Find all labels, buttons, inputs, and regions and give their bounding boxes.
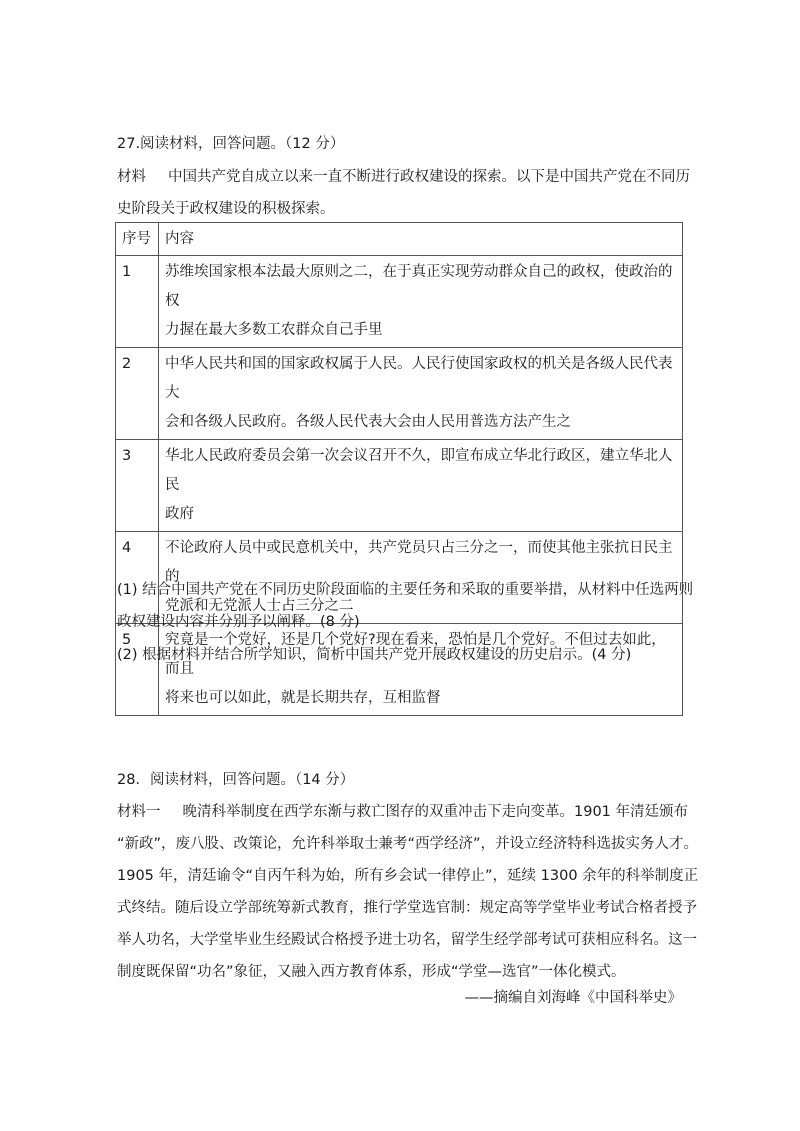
q28-material-text: 晚清科举制度在西学东渐与救亡图存的双重冲击下走向变革。1901 年清廷颁布 xyxy=(182,804,689,820)
q27-sub1-line-2: 政权建设内容并分别予以阐释。(8 分) xyxy=(117,614,360,630)
table-row xyxy=(116,440,683,532)
q27-material-label: 材料 xyxy=(117,169,146,185)
row-number: 1 xyxy=(116,256,159,348)
q27-material-text: 中国共产党自成立以来一直不断进行政权建设的探索。以下是中国共产党在不同历 xyxy=(168,169,690,185)
q28-source-citation: ——摘编自刘海峰《中国科举史》 xyxy=(464,990,682,1006)
q28-material-line: 1905 年，清廷谕令“自丙午科为始，所有乡会试一律停止”，延续 1300 余年的科举制度正 xyxy=(117,868,699,884)
row-content xyxy=(159,440,683,532)
q27-heading: 27.阅读材料，回答问题。（12 分） xyxy=(117,136,345,152)
row-number: 5 xyxy=(116,624,159,716)
q28-heading: 28．阅读材料，回答问题。（14 分） xyxy=(117,772,355,788)
q27-material-line-2: 史阶段关于政权建设的积极探索。 xyxy=(117,201,335,217)
row-content-line: 将来也可以如此，就是长期共存，互相监督 xyxy=(165,690,441,706)
row-number: 2 xyxy=(116,348,159,440)
table-header-row xyxy=(116,223,683,256)
row-content-line: 党派和无党派人士占三分之二 xyxy=(165,598,354,614)
row-content-line: 不论政府人员中或民意机关中，共产党员只占三分之一，而使其他主张抗日民主的 xyxy=(165,540,673,585)
q28-material-line: “新政”，废八股、改策论，允许科举取士兼考“西学经济”，并设立经济特科选拔实务人才。 xyxy=(117,836,699,852)
q27-sub1-line-1: (1) 结合中国共产党在不同历史阶段面临的主要任务和采取的重要举措，从材料中任选两则 xyxy=(117,582,694,598)
row-content xyxy=(159,532,683,624)
table-row xyxy=(116,532,683,624)
q27-sub2: (2) 根据材料并结合所学知识，简析中国共产党开展政权建设的历史启示。(4 分) xyxy=(117,647,632,663)
row-content-line: 苏维埃国家根本法最大原则之二，在于真正实现劳动群众自己的政权，使政治的权 xyxy=(165,264,673,309)
row-number: 4 xyxy=(116,532,159,624)
q27-material-line-1 xyxy=(117,167,690,187)
table-row xyxy=(116,348,683,440)
q28-material-line: 举人功名，大学堂毕业生经殿试合格授予进士功名，留学生经学部考试可获相应科名。这一 xyxy=(117,932,697,948)
row-content-line: 华北人民政府委员会第一次会议召开不久，即宣布成立华北行政区，建立华北人民 xyxy=(165,448,673,493)
q28-material-label: 材料一 xyxy=(117,804,161,820)
table-row xyxy=(116,256,683,348)
q28-material-line: 制度既保留“功名”象征，又融入西方教育体系，形成“学堂—选官”一体化模式。 xyxy=(117,964,626,980)
row-content xyxy=(159,624,683,716)
table-row xyxy=(116,624,683,716)
q27-material-table xyxy=(115,222,683,716)
row-content-line: 政府 xyxy=(165,506,194,522)
row-content-line: 中华人民共和国的国家政权属于人民。人民行使国家政权的机关是各级人民代表大 xyxy=(165,356,673,401)
table-header-no: 序号 xyxy=(116,223,159,256)
table-header-content: 内容 xyxy=(159,223,683,256)
q28-material-line xyxy=(117,802,688,822)
row-content xyxy=(159,348,683,440)
q28-material-line: 式终结。随后设立学部统筹新式教育，推行学堂选官制：规定高等学堂毕业考试合格者授予 xyxy=(117,900,697,916)
row-content-line: 究竟是一个党好，还是几个党好?现在看来，恐怕是几个党好。不但过去如此，而且 xyxy=(165,632,666,677)
row-content xyxy=(159,256,683,348)
row-content-line: 会和各级人民政府。各级人民代表大会由人民用普选方法产生之 xyxy=(165,414,571,430)
row-content-line: 力握在最大多数工农群众自己手里 xyxy=(165,322,383,338)
row-number: 3 xyxy=(116,440,159,532)
